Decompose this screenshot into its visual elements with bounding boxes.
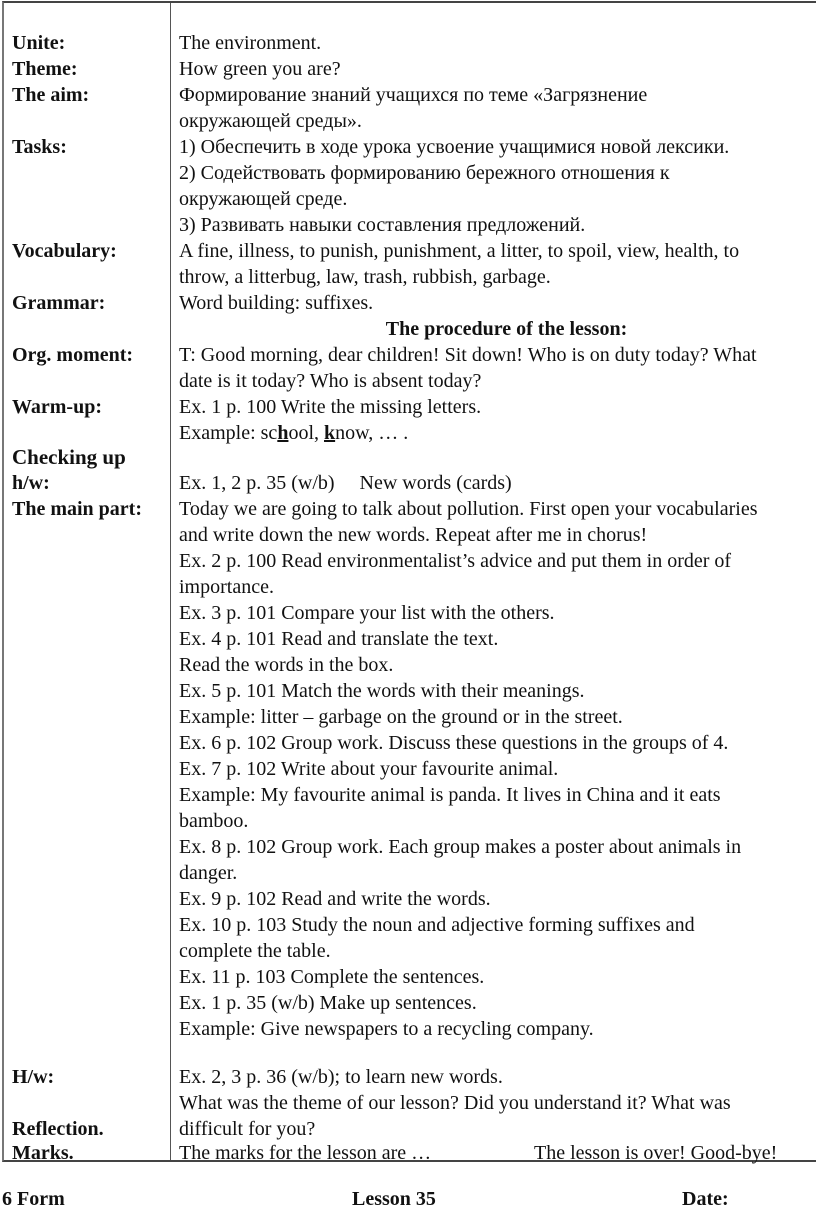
- value-org-line: date is it today? Who is absent today?: [179, 370, 482, 392]
- value-main-line: Example: My favourite animal is panda. It lives in China and it eats: [179, 784, 721, 806]
- label-warm-up: Warm-up:: [12, 396, 102, 418]
- value-main-line: and write down the new words. Repeat after me in chorus!: [179, 524, 648, 546]
- value-theme: How green you are?: [179, 58, 341, 80]
- value-main-line: danger.: [179, 862, 238, 884]
- footer-lesson: Lesson 35: [352, 1188, 436, 1210]
- value-main-line: Ex. 1 p. 35 (w/b) Make up sentences.: [179, 992, 477, 1014]
- label-checking-hw: h/w:: [12, 472, 50, 494]
- value-main-line: Example: Give newspapers to a recycling company.: [179, 1018, 594, 1040]
- label-grammar: Grammar:: [12, 292, 106, 314]
- label-hw: H/w:: [12, 1066, 55, 1088]
- label-org-moment: Org. moment:: [12, 344, 134, 366]
- example-suffix: now, … .: [335, 422, 409, 444]
- value-main-line: Ex. 7 p. 102 Write about your favourite animal.: [179, 758, 559, 780]
- value-vocabulary-line: throw, a litterbug, law, trash, rubbish, garbage.: [179, 266, 551, 288]
- column-divider: [170, 3, 171, 1160]
- footer-date: Date:: [682, 1188, 729, 1210]
- value-main-line: Read the words in the box.: [179, 654, 394, 676]
- value-vocabulary-line: A fine, illness, to punish, punishment, a litter, to spoil, view, health, to: [179, 240, 740, 262]
- value-main-line: Ex. 10 p. 103 Study the noun and adjective forming suffixes and: [179, 914, 695, 936]
- value-main-line: importance.: [179, 576, 274, 598]
- label-checking-up: Checking up: [12, 445, 126, 469]
- value-reflection-line: What was the theme of our lesson? Did you understand it? What was: [179, 1092, 731, 1114]
- value-main-line: Today we are going to talk about pollution. First open your vocabularies: [179, 498, 758, 520]
- value-main-line: Ex. 5 p. 101 Match the words with their meanings.: [179, 680, 585, 702]
- value-main-line: Ex. 9 p. 102 Read and write the words.: [179, 888, 491, 910]
- value-task-line: 2) Содействовать формированию бережного отношения к: [179, 162, 670, 184]
- lesson-plan-table: [2, 1, 816, 1162]
- example-mid: ool,: [288, 422, 324, 444]
- value-checking: Ex. 1, 2 p. 35 (w/b) New words (cards): [179, 472, 512, 494]
- footer-form: 6 Form: [2, 1188, 65, 1210]
- value-goodbye: The lesson is over! Good-bye!: [534, 1142, 778, 1164]
- value-reflection-line: difficult for you?: [179, 1118, 316, 1140]
- procedure-title: The procedure of the lesson:: [385, 318, 628, 340]
- label-vocabulary: Vocabulary:: [12, 240, 117, 262]
- value-main-line: complete the table.: [179, 940, 331, 962]
- example-highlight: k: [324, 422, 336, 444]
- value-task-line: 1) Обеспечить в ходе урока усвоение учащимися новой лексики.: [179, 136, 730, 158]
- label-theme: Theme:: [12, 58, 78, 80]
- value-task-line: 3) Развивать навыки составления предложений.: [179, 214, 586, 236]
- value-org-line: T: Good morning, dear children! Sit down! Who is on duty today? What: [179, 344, 757, 366]
- example-prefix: Example: sc: [179, 422, 278, 444]
- value-main-line: Ex. 3 p. 101 Compare your list with the others.: [179, 602, 555, 624]
- label-reflection: Reflection.: [12, 1118, 104, 1140]
- label-unite: Unite:: [12, 32, 66, 54]
- value-main-line: Ex. 11 p. 103 Complete the sentences.: [179, 966, 485, 988]
- value-main-line: Ex. 8 p. 102 Group work. Each group makes a poster about animals in: [179, 836, 742, 858]
- value-task-line: окружающей среде.: [179, 188, 348, 210]
- value-warmup-line: Ex. 1 p. 100 Write the missing letters.: [179, 396, 482, 418]
- label-tasks: Tasks:: [12, 136, 67, 158]
- value-aim-line: Формирование знаний учащихся по теме «Загрязнение: [179, 84, 648, 106]
- value-main-line: Ex. 2 p. 100 Read environmentalist’s advice and put them in order of: [179, 550, 732, 572]
- example-highlight: h: [277, 422, 289, 444]
- label-main-part: The main part:: [12, 498, 142, 520]
- value-grammar: Word building: suffixes.: [179, 292, 374, 314]
- value-unite: The environment.: [179, 32, 322, 54]
- label-aim: The aim:: [12, 84, 90, 106]
- value-main-line: Ex. 6 p. 102 Group work. Discuss these questions in the groups of 4.: [179, 732, 729, 754]
- value-main-line: bamboo.: [179, 810, 249, 832]
- value-aim-line: окружающей среды».: [179, 110, 362, 132]
- value-marks: The marks for the lesson are …: [179, 1142, 432, 1164]
- value-warmup-example: [179, 420, 408, 446]
- value-main-line: Ex. 4 p. 101 Read and translate the text.: [179, 628, 499, 650]
- label-marks: Marks.: [12, 1142, 74, 1164]
- value-main-line: Example: litter – garbage on the ground or in the street.: [179, 706, 623, 728]
- value-hw: Ex. 2, 3 p. 36 (w/b); to learn new words.: [179, 1066, 503, 1088]
